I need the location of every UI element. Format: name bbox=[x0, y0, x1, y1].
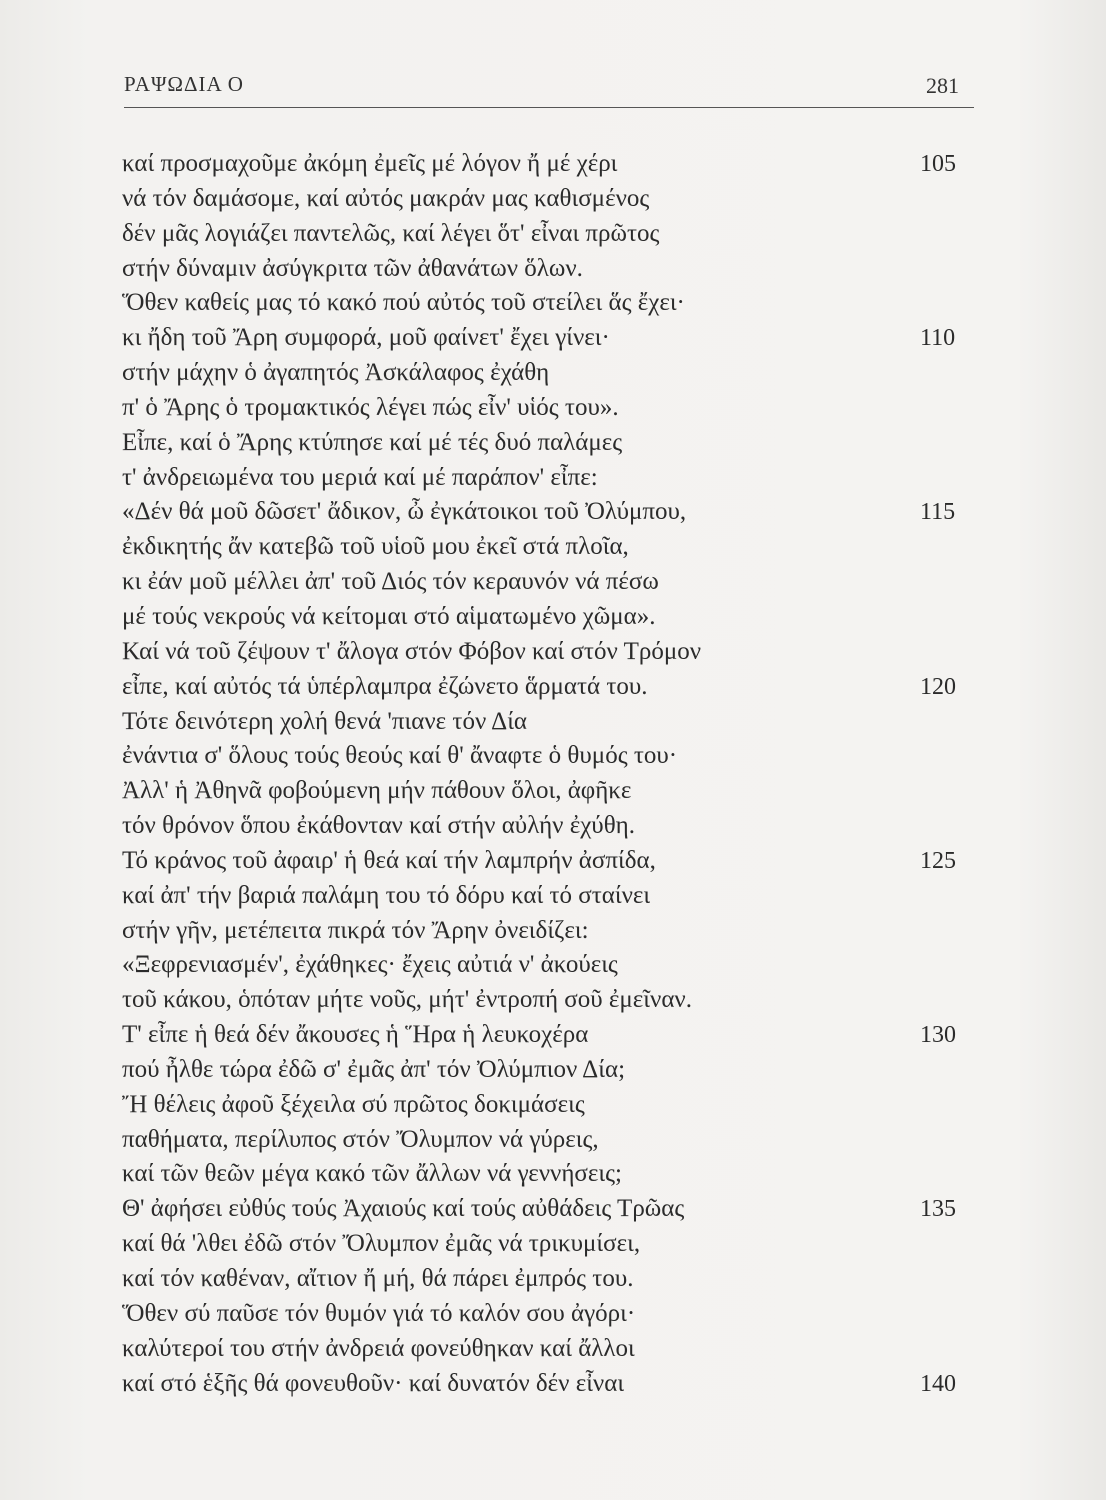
verse-text: «Δέν θά μοῦ δῶσετ' ἄδικον, ὦ ἐγκάτοικοι τοῦ Ὀλύμπου, bbox=[122, 498, 687, 526]
verse-text: τόν θρόνον ὅπου ἐκάθονταν καί στήν αὐλήν ἐχύθη. bbox=[122, 812, 635, 840]
running-head: ΡΑΨΩΔΙΑ Ο bbox=[124, 72, 244, 96]
verse-line bbox=[122, 600, 984, 635]
verse-text: πού ἦλθε τώρα ἐδῶ σ' ἐμᾶς ἀπ' τόν Ὀλύμπιον Δία; bbox=[122, 1055, 626, 1083]
verse-text: κι ἤδη τοῦ Ἄρη συμφορά, μοῦ φαίνετ' ἔχει γίνει· bbox=[122, 324, 610, 352]
verse-text: στήν δύναμιν ἀσύγκριτα τῶν ἀθανάτων ὅλων. bbox=[122, 254, 583, 282]
verse-line bbox=[122, 670, 984, 705]
verse-line bbox=[122, 1157, 984, 1192]
verse-line bbox=[122, 1297, 984, 1332]
verse-line bbox=[122, 565, 984, 600]
verse-line bbox=[122, 1367, 984, 1402]
verse-line bbox=[122, 1332, 984, 1367]
verse-text: Ὅθεν σύ παῦσε τόν θυμόν γιά τό καλόν σου ἀγόρι· bbox=[122, 1299, 636, 1327]
verse-line bbox=[122, 983, 984, 1018]
verse-line bbox=[122, 879, 984, 914]
verse-text: καί στό ἑξῆς θά φονευθοῦν· καί δυνατόν δέν εἶναι bbox=[122, 1369, 625, 1397]
verse-text: παθήματα, περίλυπος στόν Ὄλυμπον νά γύρεις, bbox=[122, 1125, 599, 1153]
verse-text: δέν μᾶς λογιάζει παντελῶς, καί λέγει ὅτ' εἶναι πρῶτος bbox=[122, 219, 660, 247]
page-number: 281 bbox=[926, 73, 959, 98]
verse-line bbox=[122, 1053, 984, 1088]
verse-line bbox=[122, 217, 984, 252]
line-number: 125 bbox=[920, 847, 956, 874]
verse-text: καί τῶν θεῶν μέγα κακό τῶν ἄλλων νά γεννήσεις; bbox=[122, 1160, 622, 1188]
line-number: 135 bbox=[920, 1196, 956, 1223]
verse-line bbox=[122, 844, 984, 879]
line-number: 105 bbox=[920, 151, 956, 177]
verse-text: Τό κράνος τοῦ ἀφαιρ' ἡ θεά καί τήν λαμπρήν ἀσπίδα, bbox=[122, 846, 656, 874]
verse-line bbox=[122, 1192, 984, 1227]
verse-line bbox=[122, 391, 984, 426]
verse-text: ἐκδικητής ἄν κατεβῶ τοῦ υἱοῦ μου ἐκεῖ στά πλοῖα, bbox=[122, 533, 629, 561]
verse-text: Τ' εἶπε ἡ θεά δέν ἄκουσες ἡ Ἥρα ἡ λευκοχέρα bbox=[122, 1021, 589, 1049]
line-number: 115 bbox=[920, 499, 956, 526]
line-number: 130 bbox=[920, 1022, 956, 1049]
verse-text: Τότε δεινότερη χολή θενά 'πιανε τόν Δία bbox=[122, 707, 528, 735]
verse-line bbox=[122, 495, 984, 530]
verse-text: Εἶπε, καί ὁ Ἄρης κτύπησε καί μέ τές δυό παλάμες bbox=[122, 428, 623, 456]
verse-text: Ἤ θέλεις ἀφοῦ ξέχειλα σύ πρῶτος δοκιμάσεις bbox=[122, 1090, 585, 1118]
verse-line bbox=[122, 461, 984, 496]
verse-line bbox=[122, 147, 984, 182]
verse-line bbox=[122, 1018, 984, 1053]
verse-line bbox=[122, 739, 984, 774]
line-number: 120 bbox=[920, 673, 956, 700]
verse-text: τοῦ κάκου, ὁπόταν μήτε νοῦς, μήτ' ἐντροπή σοῦ ἐμεῖναν. bbox=[122, 986, 692, 1014]
verse-text: π' ὁ Ἄρης ὁ τρομακτικός λέγει πώς εἶν' υἱός του». bbox=[122, 393, 619, 421]
verse-line bbox=[122, 1262, 984, 1297]
verse-text: «Ξεφρενιασμέν', ἐχάθηκες· ἔχεις αὐτιά ν' ἀκούεις bbox=[122, 951, 618, 979]
verse-text: Ἀλλ' ἡ Ἀθηνᾶ φοβούμενη μήν πάθουν ὅλοι, ἀφῆκε bbox=[122, 777, 632, 805]
verse-line bbox=[122, 1123, 984, 1158]
verse-text: καί θά 'λθει ἐδῶ στόν Ὄλυμπον ἐμᾶς νά τρικυμίσει, bbox=[122, 1230, 641, 1258]
verse-text: καί προσμαχοῦμε ἀκόμη ἐμεῖς μέ λόγον ἤ μέ χέρι bbox=[122, 150, 618, 177]
verse-text: τ' ἀνδρειωμένα του μεριά καί μέ παράπον' εἶπε: bbox=[122, 463, 598, 491]
header-rule bbox=[124, 107, 974, 108]
verse-text: καλύτεροί του στήν ἀνδρειά φονεύθηκαν καί ἄλλοι bbox=[122, 1334, 635, 1362]
verse-line bbox=[122, 426, 984, 461]
verse-text: στήν γῆν, μετέπειτα πικρά τόν Ἄρην ὀνειδίζει: bbox=[122, 916, 589, 944]
verse-line bbox=[122, 286, 984, 321]
verse-line bbox=[122, 809, 984, 844]
poem-verses bbox=[122, 147, 984, 1401]
verse-line bbox=[122, 182, 984, 217]
verse-text: νά τόν δαμάσομε, καί αὐτός μακράν μας καθισμένος bbox=[122, 184, 650, 212]
verse-text: καί ἀπ' τήν βαριά παλάμη του τό δόρυ καί τό σταίνει bbox=[122, 881, 651, 909]
line-number: 110 bbox=[920, 325, 956, 352]
verse-line bbox=[122, 948, 984, 983]
verse-line bbox=[122, 774, 984, 809]
verse-line bbox=[122, 635, 984, 670]
verse-line bbox=[122, 1227, 984, 1262]
verse-line bbox=[122, 1088, 984, 1123]
verse-line bbox=[122, 705, 984, 740]
verse-text: μέ τούς νεκρούς νά κείτομαι στό αἱματωμένο χῶμα». bbox=[122, 602, 656, 630]
verse-text: καί τόν καθέναν, αἴτιον ἤ μή, θά πάρει ἐμπρός του. bbox=[122, 1265, 634, 1292]
verse-line bbox=[122, 252, 984, 287]
verse-text: κι ἐάν μοῦ μέλλει ἀπ' τοῦ Διός τόν κεραυνόν νά πέσω bbox=[122, 568, 659, 596]
verse-text: Ὅθεν καθείς μας τό κακό πού αὐτός τοῦ στείλει ἅς ἔχει· bbox=[122, 289, 685, 317]
verse-text: Καί νά τοῦ ζέψουν τ' ἄλογα στόν Φόβον καί στόν Τρόμον bbox=[122, 637, 702, 665]
line-number: 140 bbox=[920, 1370, 956, 1397]
verse-line bbox=[122, 914, 984, 949]
verse-text: ἐνάντια σ' ὅλους τούς θεούς καί θ' ἄναφτε ὁ θυμός του· bbox=[122, 742, 678, 770]
verse-line bbox=[122, 321, 984, 356]
verse-text: εἶπε, καί αὐτός τά ὑπέρλαμπρα ἐζώνετο ἅρματά του. bbox=[122, 672, 648, 700]
verse-text: στήν μάχην ὁ ἀγαπητός Ἀσκάλαφος ἐχάθη bbox=[122, 359, 550, 387]
verse-line bbox=[122, 530, 984, 565]
verse-line bbox=[122, 356, 984, 391]
verse-text: Θ' ἀφήσει εὐθύς τούς Ἀχαιούς καί τούς αὐθάδεις Τρῶας bbox=[122, 1195, 685, 1223]
